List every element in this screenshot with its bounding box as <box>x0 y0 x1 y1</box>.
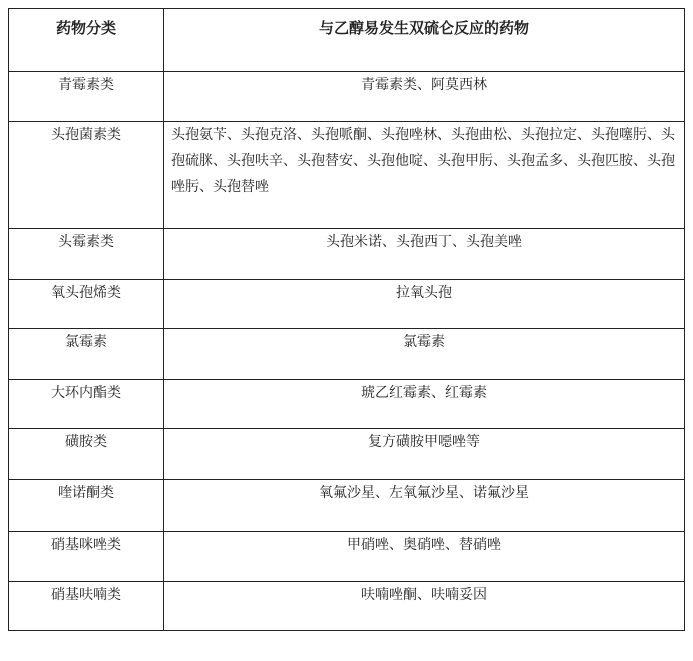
row-drugs: 复方磺胺甲噁唑等 <box>164 429 685 480</box>
row-drugs: 甲硝唑、奥硝唑、替硝唑 <box>164 532 685 582</box>
row-category: 青霉素类 <box>9 72 164 122</box>
row-drugs: 氧氟沙星、左氧氟沙星、诺氟沙星 <box>164 480 685 532</box>
row-category: 硝基呋喃类 <box>9 582 164 631</box>
table-row <box>9 380 685 429</box>
row-drugs: 青霉素类、阿莫西林 <box>164 72 685 122</box>
row-category: 头孢菌素类 <box>9 122 164 229</box>
table-row <box>9 122 685 229</box>
table-row <box>9 480 685 532</box>
table-row <box>9 329 685 380</box>
table-row <box>9 532 685 582</box>
row-drugs: 头孢米诺、头孢西丁、头孢美唑 <box>164 229 685 280</box>
table-row <box>9 582 685 631</box>
row-drugs: 头孢氨苄、头孢克洛、头孢哌酮、头孢唑林、头孢曲松、头孢拉定、头孢噻肟、头孢硫脒、头孢呋辛、头孢替安、头孢他啶、头孢甲肟、头孢孟多、头孢匹胺、头孢唑肟、头孢替唑 <box>164 122 685 229</box>
header-category: 药物分类 <box>9 9 164 72</box>
header-drugs: 与乙醇易发生双硫仑反应的药物 <box>164 9 685 72</box>
table-row <box>9 280 685 329</box>
table-header-row <box>9 9 685 72</box>
row-category: 头霉素类 <box>9 229 164 280</box>
table-row <box>9 72 685 122</box>
row-drugs: 琥乙红霉素、红霉素 <box>164 380 685 429</box>
row-drugs: 呋喃唑酮、呋喃妥因 <box>164 582 685 631</box>
table-row <box>9 429 685 480</box>
row-category: 硝基咪唑类 <box>9 532 164 582</box>
row-drugs: 氯霉素 <box>164 329 685 380</box>
row-drugs: 拉氧头孢 <box>164 280 685 329</box>
row-category: 氯霉素 <box>9 329 164 380</box>
table-row <box>9 229 685 280</box>
row-category: 大环内酯类 <box>9 380 164 429</box>
row-category: 磺胺类 <box>9 429 164 480</box>
row-category: 喹诺酮类 <box>9 480 164 532</box>
row-category: 氧头孢烯类 <box>9 280 164 329</box>
drug-interaction-table <box>8 8 685 631</box>
